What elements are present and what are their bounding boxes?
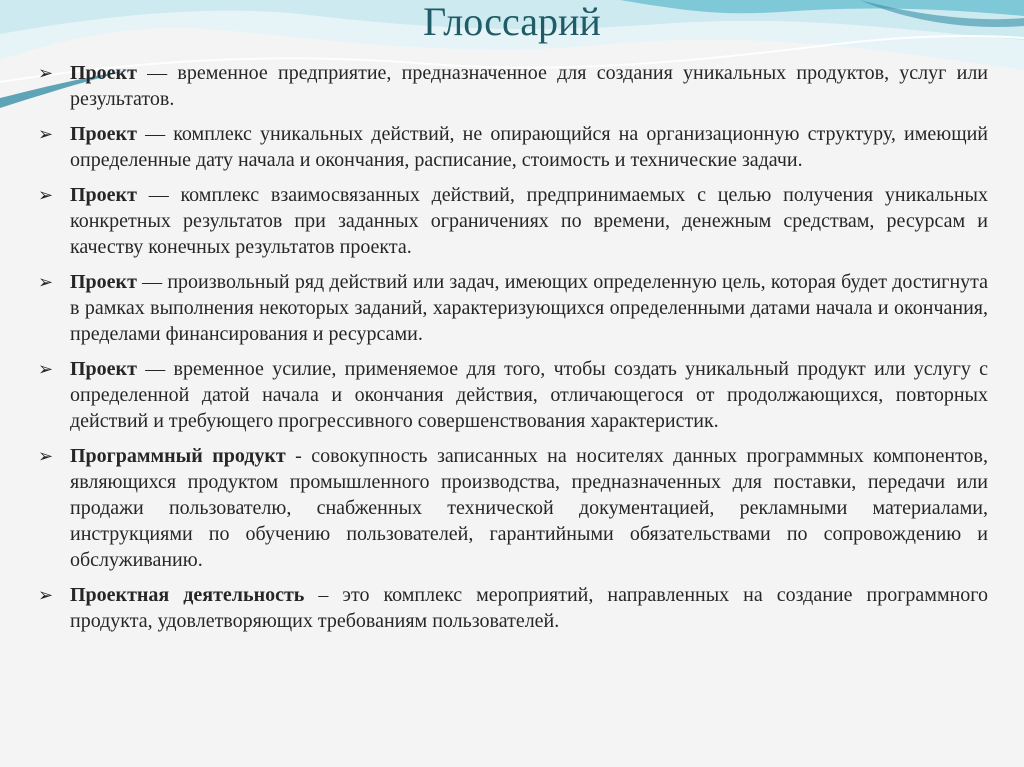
glossary-definition: совокупность записанных на носителях данных программных компонентов, являющихся продуктом промышленного производства, предназначенных для поставки, передачи или продажи пользователю, снабженных технической документацией, рекламными материалами, инструкциями по обучению пользователей, гарантийными обязательствами по сопровождению и обслуживанию. — [70, 445, 988, 571]
glossary-entry — [38, 269, 988, 347]
glossary-entry — [38, 582, 988, 634]
term-separator: — — [136, 123, 174, 145]
glossary-term: Проектная деятельность — [70, 584, 305, 606]
glossary-term: Проект — [70, 358, 137, 380]
term-separator: – — [304, 584, 343, 606]
glossary-entry — [38, 60, 988, 112]
term-separator: — — [136, 271, 168, 293]
slide-title: Глоссарий — [423, 0, 601, 44]
glossary-entry — [38, 121, 988, 173]
glossary-term: Проект — [70, 271, 137, 293]
glossary-term: Проект — [70, 62, 137, 84]
term-separator: — — [136, 62, 178, 84]
glossary-term: Проект — [70, 123, 137, 145]
arrow-bullet-icon: ➢ — [38, 272, 54, 292]
term-separator: — — [136, 358, 174, 380]
term-separator: — — [136, 184, 181, 206]
glossary-entry — [38, 443, 988, 573]
glossary-term: Программный продукт — [70, 445, 286, 467]
glossary-term: Проект — [70, 184, 137, 206]
glossary-definition: комплекс уникальных действий, не опирающийся на организационную структуру, имеющий определенные дату начала и окончания, расписание, стоимость и технические задачи. — [70, 123, 988, 171]
glossary-definition: это комплекс мероприятий, направленных на создание программного продукта, удовлетворяющих требованиям пользователей. — [70, 584, 989, 632]
arrow-bullet-icon: ➢ — [38, 585, 54, 605]
arrow-bullet-icon: ➢ — [38, 446, 54, 466]
arrow-bullet-icon: ➢ — [38, 63, 54, 83]
glossary-entry — [38, 182, 988, 260]
glossary-definition: произвольный ряд действий или задач, имеющих определенную цель, которая будет достигнута в рамках выполнения некоторых заданий, характеризующихся определенными датами начала и окончания, пределами финансирования и ресурсами. — [70, 271, 989, 345]
glossary-list — [38, 60, 988, 643]
glossary-definition: комплекс взаимосвязанных действий, предпринимаемых с целью получения уникальных конкретных результатов при заданных ограничениях по времени, денежным средствам, ресурсам и качеству конечных результатов проекта. — [70, 184, 988, 258]
arrow-bullet-icon: ➢ — [38, 185, 54, 205]
glossary-definition: временное предприятие, предназначенное для создания уникальных продуктов, услуг или результатов. — [70, 62, 988, 110]
glossary-entry — [38, 356, 988, 434]
glossary-definition: временное усилие, применяемое для того, чтобы создать уникальный продукт или услугу с определенной датой начала и окончания действия, отличающегося от продолжающихся, повторных действий и требующего прогрессивного совершенствования характеристик. — [70, 358, 989, 432]
arrow-bullet-icon: ➢ — [38, 359, 54, 379]
arrow-bullet-icon: ➢ — [38, 124, 54, 144]
term-separator: - — [285, 445, 312, 467]
